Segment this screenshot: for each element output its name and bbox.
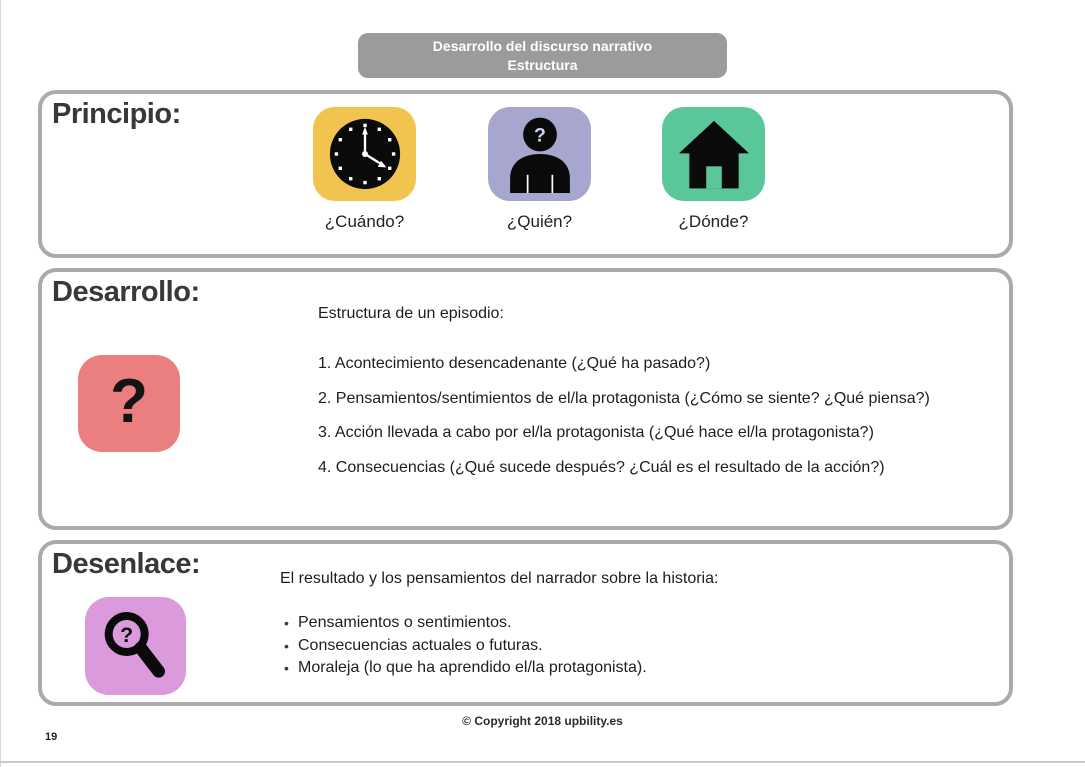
question-tile [78,355,180,452]
clock-tile [313,107,416,201]
house-tile [662,107,765,201]
episode-step-2: 2. Pensamientos/sentimientos de el/la protagonista (¿Cómo se siente? ¿Qué piensa?) [318,389,930,407]
page-title [358,33,727,78]
desenlace-heading: Desenlace: [52,548,201,580]
desarrollo-text-block [318,305,1008,485]
magnifier-question-icon [96,606,176,686]
copyright-text: © Copyright 2018 upbility.es [462,714,623,728]
desarrollo-intro: Estructura de un episodio: [318,305,504,322]
svg-text:?: ? [119,623,133,647]
page-bottom-rule [0,761,1085,763]
page-number: 19 [45,731,58,743]
page-left-edge [0,0,1,767]
page-title-line2: Estructura [507,56,578,73]
desenlace-bullet-2: • Consecuencias actuales o futuras. [282,635,982,658]
page-title-line1: Desarrollo del discurso narrativo [432,37,653,54]
person-question-icon [501,115,579,193]
episode-step-1: 1. Acontecimiento desencadenante (¿Qué ha pasado?) [318,355,711,372]
desenlace-intro: El resultado y los pensamientos del narrador sobre la historia: [280,570,719,587]
episode-step-4: 4. Consecuencias (¿Qué sucede después? ¿Cuál es el resultado de la acción?) [318,458,885,476]
episode-steps-list [318,347,1008,485]
principio-label-quien: ¿Quién? [506,212,573,231]
principio-label-cuando: ¿Cuándo? [324,212,405,231]
principio-label-donde: ¿Dónde? [678,212,749,231]
desenlace-bullet-3: • Moraleja (lo que ha aprendido el/la protagonista). [282,657,982,680]
desenlace-bullets-list [282,612,982,680]
magnifier-tile [85,597,186,695]
episode-step-3: 3. Acción llevada a cabo por el/la protagonista (¿Qué hace el/la protagonista?) [318,424,874,441]
svg-text:?: ? [533,124,546,147]
desenlace-bullet-1: • Pensamientos o sentimientos. [282,612,982,635]
clock-icon [326,115,404,193]
question-mark-icon: ? [110,366,148,436]
house-icon [675,117,753,191]
person-tile [488,107,591,201]
desarrollo-heading: Desarrollo: [52,276,200,308]
principio-heading: Principio: [52,98,181,130]
